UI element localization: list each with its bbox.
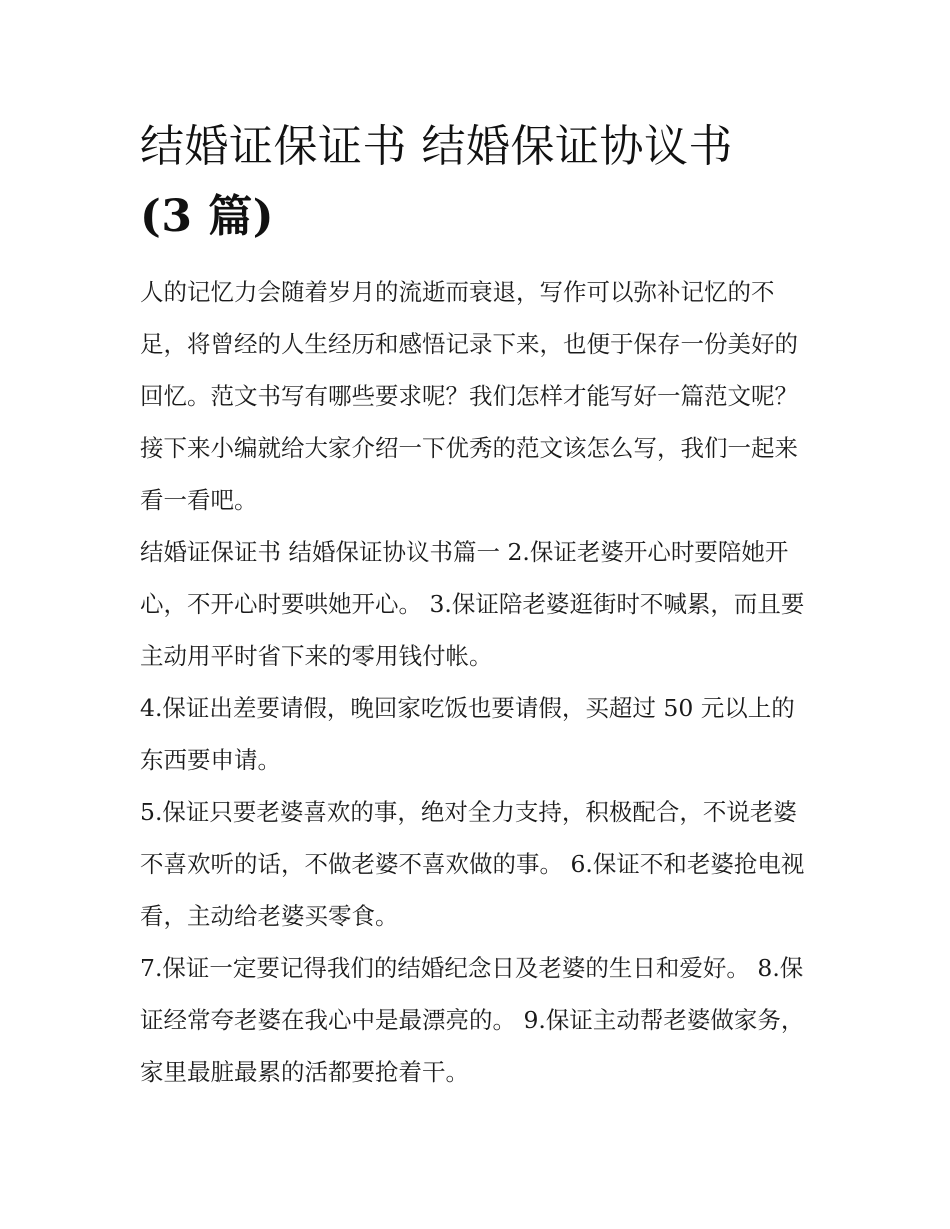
document-title [140, 112, 812, 252]
document-body [140, 112, 812, 1098]
title-line-1: 结婚证保证书 结婚保证协议书 [140, 121, 733, 172]
title-line-2: (3 篇) [140, 191, 275, 242]
pledge-paragraph-3: 5.保证只要老婆喜欢的事，绝对全力支持，积极配合，不说老婆不喜欢听的话，不做老婆不喜欢做的事。 6.保证不和老婆抢电视看，主动给老婆买零食。 [140, 798, 805, 930]
pledge-paragraph-4: 7.保证一定要记得我们的结婚纪念日及老婆的生日和爱好。 8.保证经常夸老婆在我心中是最漂亮的。 9.保证主动帮老婆做家务，家里最脏最累的活都要抢着干。 [140, 954, 805, 1086]
pledge-paragraph-1: 结婚证保证书 结婚保证协议书篇一 2.保证老婆开心时要陪她开心，不开心时要哄她开心。 3.保证陪老婆逛街时不喊累，而且要主动用平时省下来的零用钱付帐。 [140, 538, 805, 670]
intro-paragraph: 人的记忆力会随着岁月的流逝而衰退，写作可以弥补记忆的不足，将曾经的人生经历和感悟记录下来，也便于保存一份美好的回忆。范文书写有哪些要求呢？我们怎样才能写好一篇范文呢？接下来小编就给大家介绍一下优秀的范文该怎么写，我们一起来看一看吧。 [140, 278, 798, 514]
pledge-paragraph-2: 4.保证出差要请假，晚回家吃饭也要请假，买超过 50 元以上的东西要申请。 [140, 694, 795, 774]
